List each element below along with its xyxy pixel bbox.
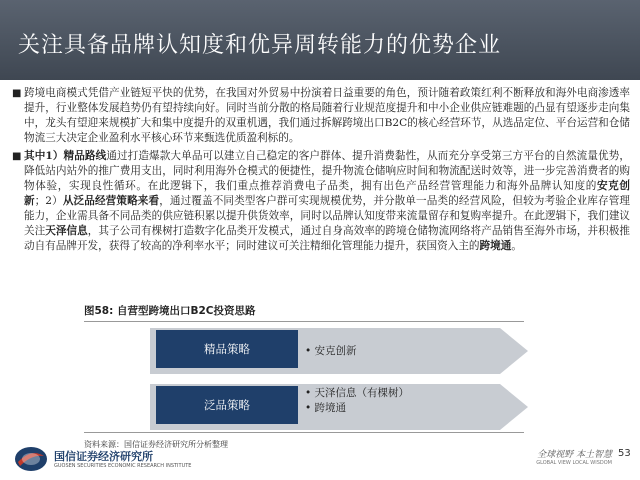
paragraph-2-text-i: 。 [511, 240, 522, 252]
highlight-anker: 安克创新 [24, 180, 630, 207]
strategy-row-2 [150, 384, 530, 430]
bullet-square-icon: ■ [12, 151, 22, 162]
category-box: 泛品策略 [156, 386, 298, 424]
guosen-logo-icon [14, 446, 48, 472]
slogan: 全球视野 本土智慧 [537, 450, 612, 460]
paragraph-2-text-e: ，通过覆盖不同类型客户群可实现规模优势，并分散单一品类的经营风险，但较为考验企业库存管理能力，企业需具备不同品类的供应链积累以提升供货效率，同时以品牌认知度带来流量留存和复购率提升。在此逻辑下，我们建议关注 [24, 195, 630, 237]
item-anker: • 安克创新 [305, 345, 357, 357]
logo-name-en: GUOSEN SECURITIES ECONOMIC RESEARCH INSTITUTE [54, 463, 192, 469]
page-title: 关注具备品牌认知度和优异周转能力的优势企业 [18, 33, 502, 58]
paragraph-1 [12, 86, 630, 146]
page-number: 53 [618, 448, 631, 459]
report-body [12, 86, 630, 257]
category-items [305, 386, 409, 416]
paragraph-2-text-c: ；2） [34, 195, 63, 207]
category-items [305, 344, 357, 359]
bullet-square-icon: ■ [12, 88, 22, 99]
highlight-kuajingtong: 跨境通 [479, 240, 512, 252]
strategy-row-1 [150, 328, 530, 374]
item-kuajingtong: • 跨境通 [305, 402, 347, 414]
paragraph-2-lead: 其中1）精品路线 [24, 150, 107, 162]
figure-divider-bottom [84, 432, 524, 433]
slogan-en: GLOBAL VIEW LOCAL WISDOM [536, 460, 612, 466]
category-box: 精品策略 [156, 330, 298, 368]
paragraph-2-text-a: 通过打造爆款大单品可以建立自己稳定的客户群体、提升消费黏性，从而充分享受第三方平台的自然流量优势，降低站内站外的推广费用支出，同时利用海外仓模式的便捷性，提升物流仓储响应时间和物流配送时效等，进一步完善消费者的购物体验，实现良性循环。在此逻辑下，我们重点推荐消费电子品类，拥有出色产品经营管理能力和海外品牌认知度的 [24, 150, 630, 192]
figure-source: 资料来源：国信证券经济研究所分析整理 [84, 440, 228, 449]
paragraph-1-text: 跨境电商模式凭借产业链短平快的优势，在我国对外贸易中扮演着日益重要的角色，预计随着政策红利不断释放和海外电商渗透率提升，行业整体发展趋势仍有望持续向好。同时当前分散的格局随着行业规范度提升和中小企业供应链难题的凸显有望逐步走向集中，龙头有望迎来规模扩大和集中度提升的双重机遇，我们通过拆解跨境出口B2C的核心经营环节，从选品定位、平台运营和仓储物流三大决定企业盈利水平核心环节来甄选优质盈利标的。 [24, 87, 630, 144]
header-banner [0, 0, 640, 80]
figure-title: 图58: 自营型跨境出口B2C投资思路 [84, 305, 256, 317]
item-tianze: • 天泽信息（有棵树） [305, 387, 410, 399]
company-logo [14, 446, 214, 476]
figure-divider-top [84, 321, 524, 322]
paragraph-2 [12, 149, 630, 254]
paragraph-2-text-g: ，其子公司有棵树打造数字化品类开发模式，通过自身高效率的跨境仓储物流网络将产品销售至海外市场，并积极推动自有品牌开发，获得了较高的净利率水平；同时建议可关注精细化管理能力提升，获国资入主的 [24, 225, 630, 252]
highlight-tianze: 天泽信息 [45, 225, 88, 237]
paragraph-2-subhead: 从泛品经营策略来看 [62, 195, 160, 207]
logo-name-cn: 国信证券经济研究所 [54, 450, 153, 463]
